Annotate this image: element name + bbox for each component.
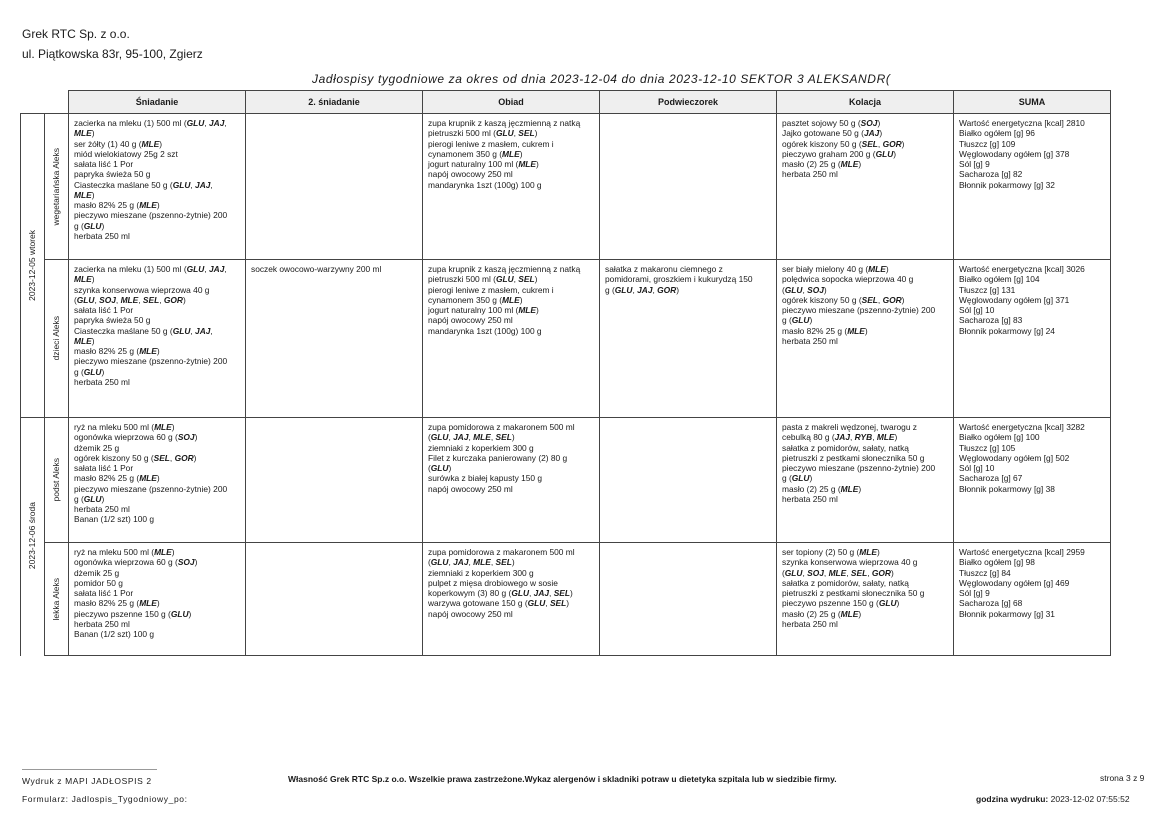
menu-item-line: ryż na mleku 500 ml (MLE) [74,547,175,557]
menu-item-line: Banan (1/2 szt) 100 g [74,514,155,525]
nutrition-line: Tłuszcz [g] 109 [959,138,1016,149]
menu-item-line: dżemik 25 g [74,567,120,578]
footer-form: Formularz: Jadlospis_Tygodniowy_po: [22,794,188,804]
cell-sniadanie [69,543,246,656]
nutrition-line: Białko ogółem [g] 104 [959,274,1040,285]
menu-item-line: ogórek kiszony 50 g (SEL, GOR) [782,294,905,305]
nutrition-line: Sacharoza [g] 83 [959,315,1023,326]
menu-item-line: pierogi leniwe z masłem, cukrem i [428,284,554,295]
nutrition-line: Sacharoza [g] 67 [959,473,1023,484]
menu-item-line: masło 82% 25 g (MLE) [74,346,160,356]
cell-suma [954,114,1111,260]
col-header-obiad: Obiad [423,91,600,114]
menu-item-line: mandarynka 1szt (100g) 100 g [428,325,542,336]
menu-item-line: Jajko gotowane 50 g (JAJ) [782,128,883,139]
menu-body [21,114,1111,656]
diet-name-cell [45,543,69,656]
menu-item-line: masło 82% 25 g (MLE) [74,598,160,609]
day-date-cell [21,114,45,418]
cell-podwieczorek [600,260,777,418]
document-title: Jadłospisy tygodniowe za okres od dnia 2023-12-04 do dnia 2023-12-10 SEKTOR 3 ALEKSANDR( [312,72,891,86]
cell-obiad [423,543,600,656]
menu-item-line: masło (2) 25 g (MLE) [782,159,862,169]
cell-podwieczorek [600,418,777,543]
menu-item-line: (GLU, JAJ, MLE, SEL) [428,557,515,568]
nutrition-line: Tłuszcz [g] 84 [959,567,1011,578]
menu-item-line: MLE) [74,128,95,139]
menu-item-line: pietruszki z pestkami słonecznika 50 g [782,452,925,463]
menu-item-line: zupa krupnik z kaszą jęczmienną z natką [428,118,581,128]
menu-item-line: herbata 250 ml [74,618,130,629]
menu-item-line: sałata liść 1 Por [74,305,134,315]
cell-podwieczorek [600,543,777,656]
menu-item-line: cynamonem 350 g (MLE) [428,148,523,159]
menu-item-line: ser biały mielony 40 g (MLE) [782,264,889,274]
menu-item-line: napój owocowy 250 ml [428,315,513,326]
menu-item-line: pulpet z mięsa drobiowego w sosie [428,577,558,588]
menu-item-line: ryż na mleku 500 ml (MLE) [74,422,175,432]
menu-item-line: papryka świeża 50 g [74,315,151,326]
nutrition-line: Tłuszcz [g] 105 [959,442,1016,453]
menu-item-line: Ciasteczka maślane 50 g (GLU, JAJ, [74,325,213,336]
diet-name-cell [45,114,69,260]
menu-item-line: MLE) [74,335,95,346]
menu-item-line: warzywa gotowane 150 g (GLU, SEL) [428,598,570,609]
nutrition-line: Błonnik pokarmowy [g] 31 [959,608,1055,619]
cell-podwieczorek [600,114,777,260]
menu-item-line: papryka świeża 50 g [74,169,151,180]
col-header-2-sniadanie: 2. śniadanie [246,91,423,114]
nutrition-line: Sól [g] 10 [959,305,995,315]
nutrition-line: Białko ogółem [g] 100 [959,432,1040,443]
menu-item-line: g (GLU) [74,366,105,377]
menu-item-line: pietruszki 500 ml (GLU, SEL) [428,274,538,285]
nutrition-line: Błonnik pokarmowy [g] 38 [959,483,1055,494]
menu-item-line: (GLU, SOJ) [782,284,827,295]
menu-item-line: masło (2) 25 g (MLE) [782,483,862,494]
menu-item-line: herbata 250 ml [74,504,130,514]
company-name: Grek RTC Sp. z o.o. [22,27,130,41]
cell-2-sniadanie [246,418,423,543]
menu-item-line: Filet z kurczaka panierowany (2) 80 g [428,452,568,463]
menu-item-line: sałatka z makaronu ciemnego z [605,264,723,274]
cell-2-sniadanie [246,543,423,656]
menu-item-line: pasta z makreli wędzonej, twarogu z [782,422,917,432]
nutrition-line: Sacharoza [g] 68 [959,598,1023,609]
col-header-sniadanie: Śniadanie [69,91,246,114]
menu-item-line: ogonówka wieprzowa 60 g (SOJ) [74,432,198,443]
menu-item-line: mandarynka 1szt (100g) 100 g [428,179,542,190]
menu-item-line: masło 82% 25 g (MLE) [74,200,160,210]
menu-item-line: pieczywo mieszane (pszenno-żytnie) 200 [74,356,228,367]
menu-item-line: pietruszki 500 ml (GLU, SEL) [428,128,538,139]
menu-item-line: ogórek kiszony 50 g (SEL, GOR) [74,452,197,463]
nutrition-line: Sól [g] 10 [959,463,995,473]
menu-item-line: herbata 250 ml [74,376,130,387]
diet-name-label: lekka Aleks [51,577,62,621]
cell-obiad [423,114,600,260]
menu-item-line: pierogi leniwe z masłem, cukrem i [428,138,554,149]
table-row [21,114,1111,260]
menu-item-line: soczek owocowo-warzywny 200 ml [251,264,382,274]
menu-item-line: zacierka na mleku (1) 500 ml (GLU, JAJ, [74,264,227,274]
menu-item-line: (GLU, SOJ, MLE, SEL, GOR) [74,294,186,305]
menu-item-line: g (GLU) [782,315,813,326]
diet-name-label: podst Aleks [51,458,62,502]
cell-sniadanie [69,114,246,260]
menu-item-line: g (GLU) [74,493,105,504]
menu-item-line: (GLU) [428,463,452,473]
menu-item-line: pieczywo pszenne 150 g (GLU) [782,598,900,609]
footer-rights: Własność Grek RTC Sp.z o.o. Wszelkie prawa zastrzeżone.Wykaz alergenów i skladniki potraw u dietetyka szpitala lub w siedzibie firmy. [288,774,837,784]
menu-item-line: MLE) [74,189,95,200]
menu-item-line: herbata 250 ml [782,493,838,504]
diet-name-cell [45,260,69,418]
day-date-cell [21,418,45,656]
menu-item-line: herbata 250 ml [782,618,838,629]
day-date-label: 2023-12-06 środa [27,502,38,570]
col-header-podwieczorek: Podwieczorek [600,91,777,114]
footer-print-time-value: 2023-12-02 07:55:52 [1050,794,1130,804]
footer-printout: Wydruk z MAPI JADŁOSPIS 2 [22,776,152,786]
menu-item-line: szynka konserwowa wieprzowa 40 g [74,284,210,295]
menu-item-line: pieczywo mieszane (pszenno-żytnie) 200 [782,463,936,473]
menu-item-line: napój owocowy 250 ml [428,608,513,619]
table-header-row [21,91,1111,114]
menu-item-line: masło 82% 25 g (MLE) [782,325,868,336]
menu-item-line: pieczywo mieszane (pszenno-żytnie) 200 [74,483,228,494]
cell-suma [954,543,1111,656]
menu-item-line: pomidorami, groszkiem i kukurydzą 150 [605,274,753,285]
menu-item-line: polędwica sopocka wieprzowa 40 g [782,274,914,285]
cell-kolacja [777,114,954,260]
cell-2-sniadanie [246,260,423,418]
nutrition-line: Węglowodany ogółem [g] 371 [959,294,1070,305]
cell-obiad [423,260,600,418]
nutrition-line: Błonnik pokarmowy [g] 24 [959,325,1055,336]
day-date-label: 2023-12-05 wtorek [27,229,38,301]
menu-item-line: ser żółty (1) 40 g (MLE) [74,138,162,149]
cell-suma [954,260,1111,418]
nutrition-line: Błonnik pokarmowy [g] 32 [959,179,1055,190]
menu-item-line: herbata 250 ml [782,335,838,346]
cell-sniadanie [69,418,246,543]
menu-item-line: herbata 250 ml [782,169,838,180]
menu-item-line: ser topiony (2) 50 g (MLE) [782,547,880,557]
menu-item-line: (GLU, JAJ, MLE, SEL) [428,432,515,443]
menu-item-line: jogurt naturalny 100 ml (MLE) [428,305,539,315]
menu-item-line: napój owocowy 250 ml [428,169,513,180]
diet-name-label: wegetariańska Aleks [51,147,62,226]
menu-item-line: jogurt naturalny 100 ml (MLE) [428,159,539,169]
menu-item-line: cynamonem 350 g (MLE) [428,294,523,305]
nutrition-line: Sól [g] 9 [959,159,990,169]
menu-item-line: szynka konserwowa wieprzowa 40 g [782,557,918,568]
menu-item-line: sałatka z pomidorów, sałaty, natką [782,442,909,453]
menu-item-line: Banan (1/2 szt) 100 g [74,629,155,639]
nutrition-line: Białko ogółem [g] 96 [959,128,1035,139]
menu-item-line: ziemniaki z koperkiem 300 g [428,442,534,453]
menu-item-line: MLE) [74,274,95,285]
footer-print-time [976,794,1130,804]
menu-item-line: zupa pomidorowa z makaronem 500 ml [428,547,575,557]
cell-2-sniadanie [246,114,423,260]
menu-item-line: sałata liść 1 Por [74,463,134,473]
menu-item-line: pietruszki z pestkami słonecznika 50 g [782,588,925,598]
cell-obiad [423,418,600,543]
menu-item-line: pomidor 50 g [74,577,123,588]
menu-item-line: pieczywo pszenne 150 g (GLU) [74,608,192,619]
menu-item-line: zupa pomidorowa z makaronem 500 ml [428,422,575,432]
menu-item-line: pieczywo mieszane (pszenno-żytnie) 200 [74,210,228,221]
table-row [21,543,1111,656]
table-row [21,260,1111,418]
nutrition-line: Tłuszcz [g] 131 [959,284,1016,295]
menu-item-line: surówka z białej kapusty 150 g [428,473,543,484]
menu-item-line: ziemniaki z koperkiem 300 g [428,567,534,578]
nutrition-line: Wartość energetyczna [kcal] 2959 [959,547,1085,557]
menu-item-line: sałatka z pomidorów, sałaty, natką [782,577,909,588]
menu-item-line: masło 82% 25 g (MLE) [74,473,160,484]
menu-item-line: sałata liść 1 Por [74,159,134,169]
footer-left [22,772,188,808]
menu-item-line: pieczywo graham 200 g (GLU) [782,148,897,159]
cell-kolacja [777,418,954,543]
menu-item-line: herbata 250 ml [74,230,130,241]
table-row [21,418,1111,543]
company-address: ul. Piątkowska 83r, 95-100, Zgierz [22,47,203,61]
nutrition-line: Sól [g] 9 [959,588,990,598]
menu-item-line: pasztet sojowy 50 g (SOJ) [782,118,881,128]
menu-item-line: miód wielokiatowy 25g 2 szt [74,148,178,159]
menu-item-line: napój owocowy 250 ml [428,483,513,494]
nutrition-line: Białko ogółem [g] 98 [959,557,1035,568]
cell-suma [954,418,1111,543]
nutrition-line: Wartość energetyczna [kcal] 3282 [959,422,1085,432]
menu-table [20,90,1111,656]
nutrition-line: Węglowodany ogółem [g] 469 [959,577,1070,588]
menu-item-line: masło (2) 25 g (MLE) [782,608,862,619]
nutrition-line: Wartość energetyczna [kcal] 2810 [959,118,1085,128]
menu-item-line: koperkowym (3) 80 g (GLU, JAJ, SEL) [428,588,573,598]
menu-item-line: sałata liść 1 Por [74,588,134,598]
nutrition-line: Węglowodany ogółem [g] 378 [959,148,1070,159]
menu-item-line: g (GLU, JAJ, GOR) [605,284,680,295]
footer-print-time-label: godzina wydruku: [976,794,1049,804]
cell-kolacja [777,260,954,418]
menu-item-line: Ciasteczka maślane 50 g (GLU, JAJ, [74,179,213,190]
menu-item-line: ogórek kiszony 50 g (SEL, GOR) [782,138,905,149]
nutrition-line: Wartość energetyczna [kcal] 3026 [959,264,1085,274]
menu-item-line: pieczywo mieszane (pszenno-żytnie) 200 [782,305,936,315]
cell-sniadanie [69,260,246,418]
menu-item-line: cebulką 80 g (JAJ, RYB, MLE) [782,432,898,443]
menu-item-line: zacierka na mleku (1) 500 ml (GLU, JAJ, [74,118,227,128]
menu-item-line: zupa krupnik z kaszą jęczmienną z natką [428,264,581,274]
company-header [22,24,203,64]
footer-page-number: strona 3 z 9 [1100,773,1145,783]
footer-rule [22,769,157,770]
menu-item-line: (GLU, SOJ, MLE, SEL, GOR) [782,567,894,578]
cell-kolacja [777,543,954,656]
col-header-kolacja: Kolacja [777,91,954,114]
diet-name-label: dzieci Aleks [51,316,62,361]
menu-item-line: g (GLU) [74,220,105,231]
col-header-suma: SUMA [954,91,1111,114]
menu-item-line: ogonówka wieprzowa 60 g (SOJ) [74,557,198,568]
diet-name-cell [45,418,69,543]
nutrition-line: Sacharoza [g] 82 [959,169,1023,180]
menu-item-line: dżemik 25 g [74,442,120,453]
nutrition-line: Węglowodany ogółem [g] 502 [959,452,1070,463]
menu-item-line: g (GLU) [782,473,813,484]
